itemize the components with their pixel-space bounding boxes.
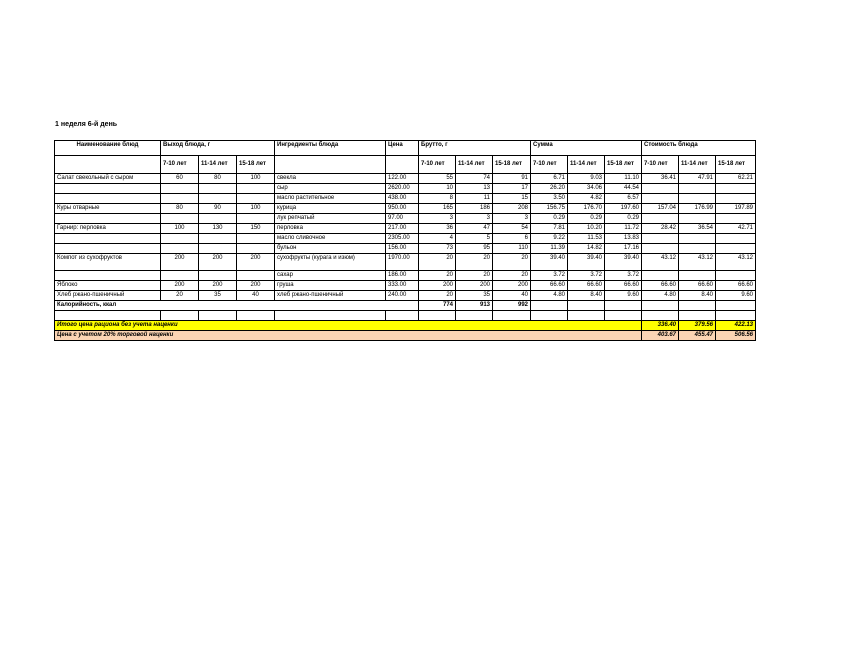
- header-cell: [386, 156, 419, 174]
- price-cell: 333.00: [386, 281, 419, 291]
- yield-cell: [199, 214, 237, 224]
- header-cell: [55, 156, 161, 174]
- total-value: 403.67: [642, 331, 679, 341]
- cost-cell: 4.80: [642, 291, 679, 301]
- gross-cell: 200: [419, 281, 456, 291]
- yield-cell: [161, 184, 199, 194]
- sum-cell: 17.16: [605, 244, 642, 254]
- yield-cell: [237, 271, 275, 281]
- cost-cell: [642, 214, 679, 224]
- gross-cell: 3: [419, 214, 456, 224]
- gross-cell: 165: [419, 204, 456, 214]
- age-header: 15-18 лет: [605, 156, 642, 174]
- yield-cell: 40: [237, 291, 275, 301]
- header-row-2: [55, 156, 756, 174]
- sum-cell: 11.10: [605, 174, 642, 184]
- sum-cell: 66.60: [605, 281, 642, 291]
- yield-cell: [161, 214, 199, 224]
- calories-row: [55, 301, 756, 311]
- table-row: [55, 194, 756, 204]
- header-dish: Наименование блюд: [55, 141, 161, 156]
- gross-cell: 54: [493, 224, 531, 234]
- gross-cell: 8: [419, 194, 456, 204]
- dish-name-cell: [55, 214, 161, 224]
- table-row: [55, 174, 756, 184]
- gross-cell: 20: [456, 271, 493, 281]
- table-row: [55, 224, 756, 234]
- cost-cell: 176.99: [679, 204, 716, 214]
- sum-cell: 0.29: [531, 214, 568, 224]
- gross-cell: 40: [493, 291, 531, 301]
- total-label: Итого цена рациона без учета наценки: [55, 321, 642, 331]
- cost-cell: [679, 244, 716, 254]
- sum-cell: 39.40: [531, 254, 568, 271]
- gross-cell: 55: [419, 174, 456, 184]
- table-cell: [531, 301, 568, 311]
- yield-cell: 35: [199, 291, 237, 301]
- sum-cell: 9.22: [531, 234, 568, 244]
- yield-cell: [199, 234, 237, 244]
- yield-cell: 100: [237, 204, 275, 214]
- cost-cell: 197.89: [716, 204, 756, 214]
- age-header: 11-14 лет: [199, 156, 237, 174]
- yield-cell: 20: [161, 291, 199, 301]
- total-value: 506.56: [716, 331, 756, 341]
- gross-cell: 35: [456, 291, 493, 301]
- cost-cell: 47.91: [679, 174, 716, 184]
- cost-cell: 28.42: [642, 224, 679, 234]
- yield-cell: 200: [237, 281, 275, 291]
- cost-cell: 43.12: [642, 254, 679, 271]
- age-header: 15-18 лет: [493, 156, 531, 174]
- table-cell: [605, 311, 642, 321]
- calories-value: 774: [419, 301, 456, 311]
- sum-cell: 156.75: [531, 204, 568, 214]
- ingredient-cell: сахар: [275, 271, 386, 281]
- yield-cell: [161, 194, 199, 204]
- table-cell: [419, 311, 456, 321]
- yield-cell: 80: [199, 174, 237, 184]
- age-header: 11-14 лет: [456, 156, 493, 174]
- ingredient-cell: перловка: [275, 224, 386, 234]
- gross-cell: 3: [456, 214, 493, 224]
- sum-cell: 197.60: [605, 204, 642, 214]
- ingredient-cell: бульон: [275, 244, 386, 254]
- cost-cell: [716, 214, 756, 224]
- gross-cell: 20: [456, 254, 493, 271]
- table-cell: [605, 301, 642, 311]
- cost-cell: [716, 184, 756, 194]
- sum-cell: 6.71: [531, 174, 568, 184]
- menu-table: [54, 140, 756, 341]
- table-cell: [456, 311, 493, 321]
- ingredient-cell: лук репчатый: [275, 214, 386, 224]
- sum-cell: 9.60: [605, 291, 642, 301]
- gross-cell: 20: [419, 271, 456, 281]
- yield-cell: 200: [199, 281, 237, 291]
- sum-cell: 4.80: [531, 291, 568, 301]
- table-row: [55, 271, 756, 281]
- total-value: 422.13: [716, 321, 756, 331]
- price-cell: 2305.00: [386, 234, 419, 244]
- price-cell: 97.00: [386, 214, 419, 224]
- sum-cell: 34.06: [568, 184, 605, 194]
- yield-cell: 60: [161, 174, 199, 184]
- yield-cell: [199, 244, 237, 254]
- sum-cell: 66.60: [531, 281, 568, 291]
- cost-cell: 8.40: [679, 291, 716, 301]
- yield-cell: 130: [199, 224, 237, 234]
- header-gross: Брутто, г: [419, 141, 531, 156]
- cost-cell: [679, 234, 716, 244]
- ingredient-cell: масло растительное: [275, 194, 386, 204]
- gross-cell: 10: [419, 184, 456, 194]
- total-value: 336.40: [642, 321, 679, 331]
- age-header: 7-10 лет: [161, 156, 199, 174]
- table-row: [55, 244, 756, 254]
- cost-cell: 66.60: [679, 281, 716, 291]
- price-cell: 438.00: [386, 194, 419, 204]
- yield-cell: [199, 271, 237, 281]
- sum-cell: 11.39: [531, 244, 568, 254]
- sum-cell: 39.40: [568, 254, 605, 271]
- total-label: Цена с учетом 20% торговой наценки: [55, 331, 642, 341]
- gross-cell: 200: [493, 281, 531, 291]
- price-cell: 122.00: [386, 174, 419, 184]
- cost-cell: [716, 271, 756, 281]
- page-title: 1 неделя 6-й день: [55, 121, 118, 128]
- dish-name-cell: Яблоко: [55, 281, 161, 291]
- table-cell: [568, 301, 605, 311]
- cost-cell: 66.60: [642, 281, 679, 291]
- header-price: Цена: [386, 141, 419, 156]
- sum-cell: 39.40: [605, 254, 642, 271]
- calories-value: 992: [493, 301, 531, 311]
- cost-cell: [642, 271, 679, 281]
- calories-label: Калорийность, ккал: [55, 301, 419, 311]
- cost-cell: [716, 244, 756, 254]
- age-header: 15-18 лет: [716, 156, 756, 174]
- dish-name-cell: Хлеб ржано-пшеничный: [55, 291, 161, 301]
- gross-cell: 20: [493, 254, 531, 271]
- cost-cell: [679, 214, 716, 224]
- sum-cell: 6.57: [605, 194, 642, 204]
- gross-cell: 20: [493, 271, 531, 281]
- cost-cell: 43.12: [716, 254, 756, 271]
- sum-cell: 176.70: [568, 204, 605, 214]
- gross-cell: 20: [419, 291, 456, 301]
- cost-cell: [679, 194, 716, 204]
- gross-cell: 4: [419, 234, 456, 244]
- yield-cell: 200: [237, 254, 275, 271]
- gross-cell: 186: [456, 204, 493, 214]
- price-cell: 240.00: [386, 291, 419, 301]
- total-markup-row: [55, 331, 756, 341]
- header-row-1: [55, 141, 756, 156]
- yield-cell: 90: [199, 204, 237, 214]
- gross-cell: 17: [493, 184, 531, 194]
- ingredient-cell: курица: [275, 204, 386, 214]
- age-header: 11-14 лет: [568, 156, 605, 174]
- gross-cell: 74: [456, 174, 493, 184]
- yield-cell: [237, 244, 275, 254]
- cost-cell: [679, 271, 716, 281]
- dish-name-cell: Гарнир: перловка: [55, 224, 161, 234]
- dish-name-cell: Салат свекольный с сыром: [55, 174, 161, 184]
- price-cell: 186.00: [386, 271, 419, 281]
- table-cell: [161, 311, 199, 321]
- yield-cell: 100: [161, 224, 199, 234]
- gross-cell: 47: [456, 224, 493, 234]
- gross-cell: 11: [456, 194, 493, 204]
- total-value: 379.56: [679, 321, 716, 331]
- cost-cell: [642, 234, 679, 244]
- table-row: [55, 184, 756, 194]
- ingredient-cell: свекла: [275, 174, 386, 184]
- sum-cell: 26.20: [531, 184, 568, 194]
- yield-cell: 150: [237, 224, 275, 234]
- age-header: 11-14 лет: [679, 156, 716, 174]
- price-cell: 217.00: [386, 224, 419, 234]
- cost-cell: 43.12: [679, 254, 716, 271]
- gross-cell: 95: [456, 244, 493, 254]
- table-cell: [275, 311, 386, 321]
- table-row: [55, 214, 756, 224]
- gross-cell: 6: [493, 234, 531, 244]
- yield-cell: 200: [161, 281, 199, 291]
- gross-cell: 20: [419, 254, 456, 271]
- table-cell: [199, 311, 237, 321]
- yield-cell: [237, 214, 275, 224]
- age-header: 15-18 лет: [237, 156, 275, 174]
- table-row: [55, 291, 756, 301]
- table-cell: [386, 311, 419, 321]
- price-cell: 1970.00: [386, 254, 419, 271]
- table-cell: [493, 311, 531, 321]
- table-cell: [716, 301, 756, 311]
- table-cell: [679, 301, 716, 311]
- cost-cell: 9.60: [716, 291, 756, 301]
- yield-cell: [199, 194, 237, 204]
- gross-cell: 3: [493, 214, 531, 224]
- cost-cell: [642, 184, 679, 194]
- table-row: [55, 281, 756, 291]
- table-cell: [642, 311, 679, 321]
- age-header: 7-10 лет: [642, 156, 679, 174]
- table-cell: [55, 311, 161, 321]
- cost-cell: [716, 194, 756, 204]
- price-cell: 950.00: [386, 204, 419, 214]
- age-header: 7-10 лет: [419, 156, 456, 174]
- table-cell: [642, 301, 679, 311]
- cost-cell: 62.21: [716, 174, 756, 184]
- header-cell: [275, 156, 386, 174]
- sum-cell: 9.03: [568, 174, 605, 184]
- yield-cell: [161, 244, 199, 254]
- table-cell: [568, 311, 605, 321]
- yield-cell: 80: [161, 204, 199, 214]
- sum-cell: 7.81: [531, 224, 568, 234]
- ingredient-cell: хлеб ржано-пшеничный: [275, 291, 386, 301]
- sum-cell: 3.72: [531, 271, 568, 281]
- yield-cell: 200: [199, 254, 237, 271]
- yield-cell: [199, 184, 237, 194]
- dish-name-cell: [55, 194, 161, 204]
- yield-cell: [237, 184, 275, 194]
- cost-cell: 36.54: [679, 224, 716, 234]
- dish-name-cell: [55, 184, 161, 194]
- total-value: 455.47: [679, 331, 716, 341]
- ingredient-cell: груша: [275, 281, 386, 291]
- table-row: [55, 204, 756, 214]
- table-row: [55, 234, 756, 244]
- dish-name-cell: [55, 244, 161, 254]
- yield-cell: [237, 234, 275, 244]
- yield-cell: 100: [237, 174, 275, 184]
- age-header: 7-10 лет: [531, 156, 568, 174]
- table-cell: [679, 311, 716, 321]
- gross-cell: 110: [493, 244, 531, 254]
- gross-cell: 13: [456, 184, 493, 194]
- table-row: [55, 254, 756, 271]
- dish-name-cell: [55, 234, 161, 244]
- header-sum: Сумма: [531, 141, 642, 156]
- sum-cell: 11.53: [568, 234, 605, 244]
- sum-cell: 8.40: [568, 291, 605, 301]
- sum-cell: 0.29: [605, 214, 642, 224]
- table-cell: [716, 311, 756, 321]
- price-cell: 156.00: [386, 244, 419, 254]
- sum-cell: 10.20: [568, 224, 605, 234]
- dish-name-cell: Компот из сухофруктов: [55, 254, 161, 271]
- price-cell: 2620.00: [386, 184, 419, 194]
- table-cell: [531, 311, 568, 321]
- gross-cell: 73: [419, 244, 456, 254]
- ingredient-cell: сухофрукты (курага и изюм): [275, 254, 386, 271]
- yield-cell: [161, 234, 199, 244]
- sum-cell: 11.72: [605, 224, 642, 234]
- sum-cell: 3.72: [568, 271, 605, 281]
- ingredient-cell: сыр: [275, 184, 386, 194]
- sum-cell: 3.72: [605, 271, 642, 281]
- cost-cell: [642, 244, 679, 254]
- ingredient-cell: масло сливочное: [275, 234, 386, 244]
- dish-name-cell: [55, 271, 161, 281]
- gross-cell: 15: [493, 194, 531, 204]
- sum-cell: 44.54: [605, 184, 642, 194]
- cost-cell: [679, 184, 716, 194]
- cost-cell: 42.71: [716, 224, 756, 234]
- cost-cell: 66.60: [716, 281, 756, 291]
- cost-cell: [716, 234, 756, 244]
- empty-row: [55, 311, 756, 321]
- cost-cell: 157.04: [642, 204, 679, 214]
- sum-cell: 14.82: [568, 244, 605, 254]
- dish-name-cell: Куры отварные: [55, 204, 161, 214]
- sum-cell: 3.50: [531, 194, 568, 204]
- sum-cell: 0.29: [568, 214, 605, 224]
- table-cell: [237, 311, 275, 321]
- header-yield: Выход блюда, г: [161, 141, 275, 156]
- gross-cell: 200: [456, 281, 493, 291]
- header-ingredients: Ингредиенты блюда: [275, 141, 386, 156]
- yield-cell: [161, 271, 199, 281]
- calories-value: 913: [456, 301, 493, 311]
- gross-cell: 5: [456, 234, 493, 244]
- cost-cell: 36.41: [642, 174, 679, 184]
- gross-cell: 36: [419, 224, 456, 234]
- sum-cell: 4.82: [568, 194, 605, 204]
- total-no-markup-row: [55, 321, 756, 331]
- yield-cell: 200: [161, 254, 199, 271]
- sum-cell: 66.60: [568, 281, 605, 291]
- sum-cell: 13.83: [605, 234, 642, 244]
- gross-cell: 208: [493, 204, 531, 214]
- gross-cell: 91: [493, 174, 531, 184]
- cost-cell: [642, 194, 679, 204]
- yield-cell: [237, 194, 275, 204]
- header-cost: Стоимость блюда: [642, 141, 756, 156]
